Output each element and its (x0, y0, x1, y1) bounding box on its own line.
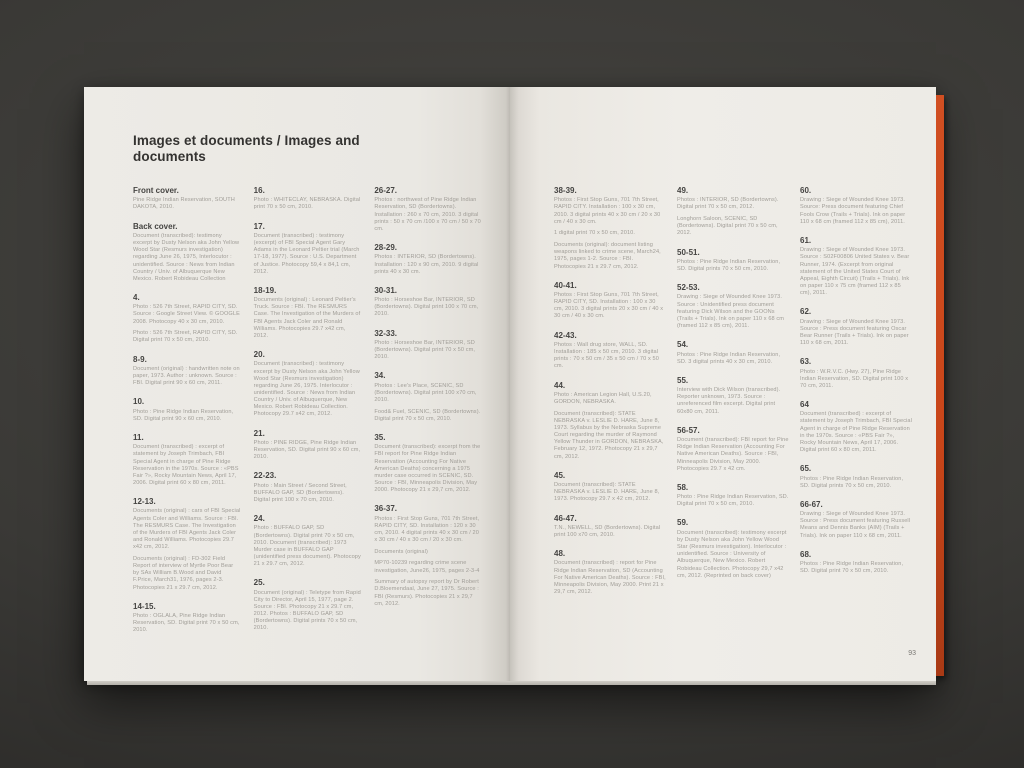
entry-text: Document (transcribed): testimony excerpt by Dusty Nelson aka John Yellow Wood Star (Resmurs investigation). Interlocutor : unidentified. Source : University of Albuquerque, New Mexico. Robert Robideau Collection. Photocopy 29,7 x42 cm, 2012. (Reprinted on back cover) (677, 529, 787, 579)
entry-number: 17. (253, 221, 265, 231)
catalog-entry (254, 579, 362, 632)
catalog-entry (374, 287, 482, 319)
catalog-entry (133, 294, 241, 345)
entry-text: Photos : Wall drug store, WALL, SD. Installation : 185 x 50 cm, 2010. 3 digital prints : 70 x 50 cm / 35 x 50 cm / 70 x 50 cm. (554, 341, 659, 370)
catalog-entry (800, 358, 912, 390)
catalog-entry (254, 187, 362, 212)
catalog-entry (800, 401, 912, 454)
index-column (374, 187, 482, 645)
entry-text: Photos : Pine Ridge Indian Reservation, SD. 3 digital prints 40 x 30 cm, 2010. (677, 351, 781, 365)
entry-text: Document (transcribed) : excerpt of statement by Joseph Trimbach, FBI Special Agent in charge of Pine Ridge Reservation in the 1970s. Source : «PBS Fair ?», Rocky Mountain News, April 17, 2006. Digital print 60 x 80 cm, 2011. (800, 411, 912, 454)
catalog-entry (133, 223, 241, 283)
catalog-entry (254, 472, 362, 504)
entry-number: 61. (800, 235, 812, 245)
catalog-entry (677, 484, 789, 509)
entry-text: Document (transcribed): STATE NEBRASKA v. LESLIE D. HARE, June 8, 1973. Photocopy 29.7 x 42 cm, 2012. (554, 482, 660, 503)
entry-number: Front cover. (133, 186, 179, 195)
catalog-entry (254, 430, 362, 462)
entry-text: Photos : Lee's Place, SCENIC, SD (Bordertowns). Digital print 100 x70 cm, 2010. (374, 382, 477, 403)
catalog-entry (677, 284, 789, 330)
entry-number: 25. (253, 578, 265, 588)
entry-number: 22-23. (253, 471, 277, 481)
entry-text: Photo : Pine Ridge Indian Reservation, SD. Digital print 90 x 60 cm, 2010. (133, 408, 234, 422)
entry-number: 30-31. (374, 285, 398, 295)
entry-text: Document (transcribed): testimony excerpt by Dusty Nelson aka John Yellow Wood Star (Resmurs investigation) regarding June 26, 1975, Interlocutor : unidentified. Source : News from Indian Country / Univ. of Albuquerque New Mexico. Robert Robideau Collection (133, 232, 240, 282)
entry-number: 64 (800, 400, 809, 409)
catalog-entry (133, 356, 241, 388)
entry-text: Document (transcribed): FBI report for Pine Ridge Indian Reservation (Accounting For Native American Deaths). Source : FBI, Minneapolis Division, May 2000. Photocopies 29.7 x 42 cm. (677, 437, 789, 472)
entry-number: 40-41. (554, 280, 577, 290)
entry-number: 59. (677, 518, 689, 528)
entry-number: 14-15. (133, 601, 156, 611)
entry-number: 60. (800, 186, 812, 195)
catalog-entry (677, 427, 789, 473)
entry-text: Documents (original) : Leonard Peltier's Truck. Source : FBI. The RESMURS Case. The Investigation of the Murders of FBI Agents Jack Coler and Ronald Williams. Photocopies 29.7 x42 cm, 2012. (253, 297, 361, 339)
catalog-entry (374, 244, 482, 276)
index-column (554, 187, 666, 607)
entry-text: Photo : OGLALA, Pine Ridge Indian Reservation, SD. Digital print 70 x 50 cm, 2010. (133, 613, 240, 634)
entry-text: Document (transcribed) : excerpt of statement by Joseph Trimbach, FBI Special Agent in charge of Pine Ridge Reservation in the 1970s. Source : «PBS Fair ?», Rocky Mountain News, April 17, 2006. Digital print 60 x 80 cm, 2011. (133, 444, 239, 487)
entry-text: Drawing : Siege of Wounded Knee 1973. Source : Press document featuring Russell Means and Dennis Banks (AIM) (Trails + Trials). Ink on paper 110 x 68 cm, 2011. (800, 511, 911, 539)
catalog-entry (133, 398, 241, 423)
entry-number: 36-37. (374, 504, 398, 514)
catalog-entry (800, 465, 912, 490)
catalog-entry (677, 519, 789, 579)
catalog-entry (374, 187, 482, 233)
entry-text: Photos : First Stop Guns, 701 7th Street, RAPID CITY. Installation : 100 x 30 cm, 2010. 3 digital prints 40 x 30 cm / 20 x 30 cm / 40 x 30 cm. (554, 197, 661, 225)
entry-text: Photos : Pine Ridge Indian Reservation, SD. Digital print 70 x 50 cm, 2010. (800, 561, 904, 575)
right-page-columns (554, 187, 912, 607)
entry-text: Documents (original): document listing weapons linked to crime scene, March24, 1975, pages 1-2. Source : FBI. Photocopies 21 x 29.7 cm, 2012. (554, 242, 661, 270)
entry-number: 45. (554, 470, 566, 480)
entry-number: 54. (677, 340, 689, 350)
entry-text: MP70-10239 regarding crime scene investigation, June26, 1975, pages 2-3-4 (374, 560, 480, 574)
page-number: 93 (908, 650, 916, 657)
catalog-entry (677, 377, 789, 416)
entry-text: Longhorn Saloon, SCENIC, SD (Bordertowns). Digital print 70 x 50 cm, 2012. (677, 216, 778, 237)
catalog-entry (800, 308, 912, 347)
entry-text: Photos : First Stop Guns, 701 7th Street, RAPID CITY, SD. Installation : 100 x 30 cm, 2010. 3 digital prints 20 x 30 cm / 40 x 30 cm / 40 x 30 cm. (554, 292, 664, 320)
catalog-entry (133, 603, 241, 635)
entry-text: Documents (original) : FD-302 Field Report of interview of Myrtle Poor Bear by SAs William B.Wood and David F.Price, March31, 1976, pages 2-3. Photocopies 21 x 29.7 cm, 2012. (133, 555, 234, 591)
catalog-entry (133, 498, 241, 592)
catalog-entry (554, 550, 666, 596)
entry-text: Photos : INTERIOR, SD (Bordertowns). Installation : 120 x 90 cm, 2010. 9 digital prints 40 x 30 cm. (374, 254, 479, 275)
catalog-entry (374, 372, 482, 423)
entry-text: Photo : W.R.V.C. (Hwy. 27), Pine Ridge Indian Reservation, SD. Digital print 100 x 70 cm, 2011. (800, 368, 909, 389)
entry-number: 12-13. (133, 497, 156, 507)
entry-number: 24. (253, 514, 265, 524)
entry-number: 11. (133, 432, 144, 442)
catalog-entry (800, 551, 912, 576)
entry-text: Photos : First Stop Guns, 701 7th Street, RAPID CITY, SD. Installation : 120 x 30 cm, 2010. 4 digital prints 40 x 30 cm / 20 x 30 cm / 40 x 30 cm / 20 x 30 cm. (374, 515, 480, 544)
catalog-entry (554, 382, 666, 461)
catalog-entry (554, 332, 666, 371)
entry-text: Food& Fuel, SCENIC, SD (Bordertowns). Digital print 70 x 50 cm, 2010. (374, 408, 481, 422)
entry-text: Photo : Horseshoe Bar, INTERIOR, SD (Bordertowns). Digital print 100 x 70 cm, 2010. (374, 297, 479, 318)
entry-number: 16. (253, 186, 265, 195)
entry-number: 62. (800, 307, 812, 317)
entry-number: 20. (253, 350, 265, 360)
entry-text: Drawing : Siege of Wounded Knee 1973. Source : S02F00806 United States v. Bear Runner, 1974. (Excerpt from original statement of the United States Court of Appeal, Eighth Circuit) (Trails + Trials). Ink on paper 110 x 75 cm (framed 112 x 85 cm), 2011. (800, 247, 910, 297)
entry-number: 66-67. (800, 499, 823, 509)
catalog-entry (800, 501, 912, 540)
right-page (510, 87, 936, 681)
catalog-entry (133, 434, 241, 487)
entry-number: 50-51. (677, 247, 700, 257)
entry-text: Photo : Horseshoe Bar, INTERIOR, SD (Bordertowns). Digital print 70 x 50 cm, 2010. (374, 339, 476, 361)
entry-text: 1 digital print 70 x 50 cm, 2010. (554, 230, 636, 237)
entry-text: T.N., NEWELL, SD (Bordertowns). Digital print 100 x70 cm, 2010. (554, 524, 661, 538)
catalog-entry (677, 341, 789, 366)
catalog-entry (554, 187, 666, 271)
entry-text: Photo : 526 7th Street, RAPID CITY, SD. Digital print 70 x 50 cm, 2010. (133, 330, 238, 344)
entry-number: 32-33. (374, 328, 398, 338)
index-column (133, 187, 241, 645)
entry-text: Document (transcribed) : report for Pine Ridge Indian Reservation, SD (Accounting For Native American Deaths). Source : FBI, Minneapolis Division, May 2000. Print 21 x 29,7 cm, 2012. (554, 560, 666, 596)
entry-number: 44. (554, 380, 566, 390)
entry-text: Photos : northwest of Pine Ridge Indian Reservation, SD (Bordertowns). Installation : 260 x 70 cm, 2010. 3 digital prints : 50 x 70 cm /100 x 70 cm / 50 x 70 cm. (374, 197, 481, 232)
catalog-entry (254, 515, 362, 568)
entry-text: Pine Ridge Indian Reservation, SOUTH DAKOTA, 2010. (133, 197, 235, 211)
entry-text: Photo : WHITECLAY, NEBRASKA. Digital print 70 x 50 cm, 2010. (253, 197, 361, 211)
entry-text: Interview with Dick Wilson (transcribed). Reporter unknown, 1973. Source : unreferenced film excerpt. Digital print 60x80 cm, 2011. (677, 387, 781, 415)
catalog-entry (374, 330, 482, 362)
catalog-entry (254, 351, 362, 419)
entry-text: Photo : PINE RIDGE, Pine Ridge Indian Reservation, SD. Digital print 90 x 60 cm, 2010. (253, 439, 361, 461)
entry-number: 56-57. (677, 425, 700, 435)
entry-text: Documents (original) (374, 548, 428, 555)
catalog-entry (374, 505, 482, 608)
entry-number: Back cover. (133, 221, 178, 231)
entry-text: Photo : Main Street / Second Street, BUFFALO GAP, SD (Bordertowns). Digital print 100 x 70 cm, 2010. (253, 482, 347, 503)
left-page (84, 87, 510, 681)
entry-text: Document (transcribed) : testimony excerpt by Dusty Nelson aka John Yellow Wood Star (Resmurs investigation) regarding June 26, 1975. Interlocutor : unidentified. Source : News from Indian Country / Univ. of Albuquerque, New Mexico. Robert Robideau Collection. Photocopy 29.7 x42 cm, 2012. (253, 361, 360, 418)
catalog-entry (374, 434, 482, 494)
left-page-columns (133, 187, 482, 645)
entry-text: Photos : Pine Ridge Indian Reservation, SD. Digital prints 70 x 50 cm, 2010. (677, 258, 781, 273)
entry-text: Document (original) : handwritten note on paper, 1973. Author : unknown. Source : FBI. Digital print 90 x 60 cm, 2011. (133, 365, 240, 387)
entry-number: 21. (253, 428, 265, 438)
entry-number: 42-43. (554, 330, 577, 340)
index-column (254, 187, 362, 645)
entry-number: 58. (677, 482, 689, 492)
entry-number: 4. (133, 293, 140, 302)
index-column (677, 187, 789, 607)
entry-number: 26-27. (374, 186, 398, 195)
catalog-entry (677, 187, 789, 238)
entry-text: Document (transcribed) : testimony (excerpt) of FBI Special Agent Gary Adams in the Leonard Peltier trial (March 17-18, 1977). Source : U.S. Department of Justice. Photocopy 59,4 x 84,1 cm, 2012. (253, 232, 360, 275)
entry-number: 8-9. (133, 354, 147, 364)
entry-number: 38-39. (554, 186, 577, 195)
catalog-entry (554, 515, 666, 540)
page-title: Images et documents / Images and documents (133, 133, 360, 165)
catalog-entry (254, 223, 362, 276)
entry-number: 10. (133, 397, 145, 407)
book-spread (84, 87, 936, 681)
entry-number: 18-19. (253, 285, 277, 295)
entry-number: 68. (800, 549, 812, 559)
entry-number: 35. (374, 432, 386, 442)
entry-number: 65. (800, 464, 812, 474)
entry-text: Drawing : Siege of Wounded Knee 1973. Source : Press document featuring Oscar Bear Runner (Trails + Trials). Ink on paper 110 x 68 cm, 2011. (800, 318, 909, 347)
entry-text: Document (transcribed): excerpt from the FBI report for Pine Ridge Indian Reservation (Accounting For Native American Deaths) concerning a 1975 murder case occurred in SCENIC, SD. Source : FBI, Minneapolis Division, May 2000. Photocopy 21 x 29,7 cm, 2012. (374, 444, 481, 494)
catalog-entry (554, 472, 666, 504)
catalog-entry (554, 282, 666, 321)
entry-number: 55. (677, 375, 689, 385)
catalog-entry (133, 187, 241, 212)
entry-text: Summary of autopsy report by Dr Robert D.Bloemendaal, June 27, 1975. Source : FBI (Resmurs). Photocopies 21 x 29,7 cm, 2012. (374, 579, 479, 607)
catalog-entry (800, 237, 912, 297)
entry-number: 46-47. (554, 513, 577, 523)
catalog-entry (677, 249, 789, 274)
entry-text: Photo : American Legion Hall, U.S.20, GORDON, NEBRASKA. (554, 391, 652, 405)
entry-text: Photos : Pine Ridge Indian Reservation, SD. Digital prints 70 x 50 cm, 2010. (800, 475, 904, 489)
entry-number: 28-29. (374, 243, 398, 253)
entry-text: Documents (original) : cars of FBI Special Agents Coler and Williams. Source : FBI. The RESMURS Case. The Investigation of the Murders of FBI Agents Jack Coler and Ronald Williams. Photocopies 29.7 x42 cm, 2012. (133, 508, 241, 551)
entry-number: 63. (800, 357, 812, 367)
entry-text: Document (original) : Teletype from Rapid City to Director, April 15, 1977, page 2. Source : FBI. Photocopy 21 x 29.7 cm, 2012. Photos : BUFFALO GAP, SD (Bordertowns). Digital prints 70 x 50 cm, 2010. (253, 589, 361, 632)
catalog-entry (254, 287, 362, 340)
entry-text: Photo : Pine Ridge Indian Reservation, SD. Digital print 70 x 50 cm, 2010. (677, 494, 789, 508)
entry-text: Document (transcribed): STATE NEBRASKA v. LESLIE D. HARE, June 8, 1973. Syllabus by the Nebraska Supreme Court regarding the murder of Raymond Yellow Thunder in GORDON, NEBRASKA, February 12, 1972. Photocopy 21 x 29,7 cm, 2012. (554, 410, 664, 460)
entry-number: 34. (374, 371, 386, 381)
entry-text: Photo : 526 7th Street, RAPID CITY, SD. Source : Google Street View. © GOOGLE 2008. Photocopy 40 x 30 cm, 2010. (133, 304, 240, 325)
entry-number: 49. (677, 186, 689, 195)
entry-number: 48. (554, 549, 566, 559)
entry-text: Drawing : Siege of Wounded Knee 1973. Source : Unidentified press document featuring Dick Wilson and the GOONs (Trails + Trials). Ink on paper 110 x 68 cm (framed 112 x 85 cm), 2011. (677, 294, 785, 330)
entry-number: 52-53. (677, 283, 700, 293)
entry-text: Photos : INTERIOR, SD (Bordertowns). Digital print 70 x 50 cm, 2012. (677, 197, 779, 211)
index-column (800, 187, 912, 607)
entry-text: Drawing : Siege of Wounded Knee 1973. Source: Press document featuring Chief Fools Crow (Trails + Trials). Ink on paper 110 x 68 cm (framed 112 x 85 cm), 2011. (800, 197, 906, 225)
catalog-entry (800, 187, 912, 226)
entry-text: Photo : BUFFALO GAP, SD (Bordertowns). Digital print 70 x 50 cm, 2010. Document (transcribed): 1973 Murder case in BUFFALO GAP (unidentified press document). Photocopy 21 x 29.7 cm, 2012. (253, 525, 361, 568)
